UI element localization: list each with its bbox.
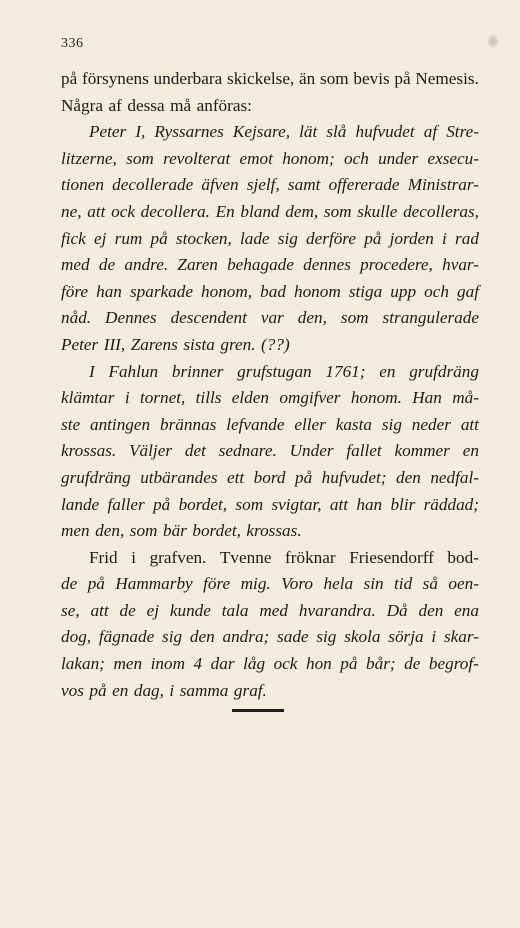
word: decollerade [112, 175, 194, 195]
text-line [61, 678, 479, 705]
word: Dennes [105, 308, 157, 328]
word: att [87, 201, 106, 221]
word: bland [240, 201, 280, 221]
word: (??) [261, 334, 290, 354]
word: stocken, [175, 228, 232, 248]
word: mig. [240, 574, 271, 594]
word: elden [231, 388, 270, 408]
word: kasta [335, 414, 372, 434]
word: bad [260, 281, 286, 301]
word: bod- [447, 547, 479, 567]
text-line [61, 598, 479, 625]
word: inom [150, 654, 185, 674]
word: före [203, 574, 231, 594]
word: försynens [81, 69, 149, 88]
word: Hammarby [115, 574, 193, 594]
text-line [61, 279, 479, 306]
word: jorden [389, 228, 434, 248]
paper-smudge [488, 34, 498, 48]
word: svigtar, [271, 494, 322, 514]
word: Ryssarnes [154, 122, 224, 142]
word: så [422, 574, 438, 594]
word: lät [299, 122, 318, 142]
word: Stre- [446, 122, 479, 142]
text-line [61, 93, 479, 120]
word: räddad; [423, 494, 479, 514]
word: som [340, 308, 369, 328]
word: krossas. [246, 521, 302, 541]
text-line [61, 66, 479, 93]
text-line [61, 571, 479, 598]
word: stiga [348, 281, 383, 301]
word: sparkade [129, 281, 193, 301]
word: den, [297, 308, 327, 328]
word: Zaren [177, 255, 218, 275]
text-line [61, 545, 479, 572]
word: dennes [303, 255, 351, 275]
word: bord [253, 467, 286, 487]
word: bevis [353, 69, 390, 88]
word: Han [412, 388, 442, 408]
word: kunde [169, 600, 211, 620]
word: den, [95, 521, 125, 541]
word: Under [289, 441, 334, 461]
word: de [404, 654, 421, 674]
word: decolleras, [403, 201, 479, 221]
word: honom. [350, 388, 402, 408]
word: i [131, 547, 136, 567]
word: I, [135, 122, 146, 142]
word: hela [323, 574, 354, 594]
word: nåd. [61, 308, 92, 328]
text-line [61, 226, 479, 253]
text-line [61, 438, 479, 465]
word: procedere, [360, 255, 433, 275]
word: honom; [282, 148, 335, 168]
word: Friesendorff [349, 547, 434, 567]
word: ock [111, 201, 135, 221]
word: men [113, 654, 143, 674]
text-line [61, 465, 479, 492]
word: att [329, 494, 349, 514]
word: fägnade [98, 627, 155, 647]
end-rule [232, 709, 284, 712]
word: hvarandra. [298, 600, 376, 620]
word: utbärandes [140, 467, 218, 487]
word: på [153, 494, 171, 514]
word: den [396, 467, 421, 487]
word: rad [455, 228, 479, 248]
word: låg [243, 654, 266, 674]
word: slå [326, 122, 347, 142]
word: offererade [328, 175, 400, 195]
word: honom, [201, 281, 253, 301]
word: strangulerade [382, 308, 479, 328]
word: 4 [193, 654, 203, 674]
word: exsecu- [427, 148, 479, 168]
word: dog, [61, 627, 92, 647]
word: i [169, 680, 175, 700]
word: anföras: [196, 95, 252, 115]
word: de [61, 574, 78, 594]
word: må [170, 95, 192, 115]
word: kommer [394, 441, 450, 461]
word: på [87, 574, 105, 594]
word: gaf [457, 281, 479, 301]
word: än [299, 69, 316, 88]
text-line [61, 252, 479, 279]
page-number: 336 [61, 36, 84, 51]
word: hvar- [442, 255, 479, 275]
word: derföre [306, 228, 356, 248]
word: Då [386, 600, 408, 620]
word: sednare. [218, 441, 277, 461]
word: före [61, 281, 89, 301]
text-line [61, 305, 479, 332]
word: sade [277, 627, 309, 647]
word: på [340, 654, 358, 674]
text-line [61, 385, 479, 412]
page-text [61, 66, 479, 704]
word: tornet, [139, 388, 186, 408]
word: på [61, 69, 78, 88]
word: samma [179, 680, 229, 700]
word: skulle [357, 201, 398, 221]
word: fick [61, 228, 86, 248]
word: Nemesis. [415, 69, 479, 88]
word: under [378, 148, 419, 168]
word: sjelf, [246, 175, 280, 195]
word: grufdräng [409, 361, 479, 381]
word: rum [114, 228, 143, 248]
text-line [61, 332, 479, 359]
word: ett [227, 467, 245, 487]
word: att [460, 414, 479, 434]
word: decollera. [140, 201, 210, 221]
word: andre. [124, 255, 169, 275]
word: i [431, 627, 437, 647]
word: på [394, 69, 411, 88]
word: III, [103, 334, 126, 354]
word: tala [221, 600, 249, 620]
word: på [294, 467, 313, 487]
word: som [320, 69, 349, 88]
word: Tvenne [219, 547, 272, 567]
word: hufvudet; [321, 467, 387, 487]
text-line [61, 492, 479, 519]
text-line [61, 146, 479, 173]
word: ste [61, 414, 81, 434]
word: af [108, 95, 122, 115]
word: i [442, 228, 447, 248]
word: Peter [89, 122, 127, 142]
word: vos [61, 680, 84, 700]
word: fallet [346, 441, 382, 461]
word: 1761; [325, 361, 366, 381]
word: i [124, 388, 130, 408]
word: upp [390, 281, 417, 301]
word: faller [107, 494, 145, 514]
word: hon [305, 654, 332, 674]
text-line [61, 359, 479, 386]
word: grufstugan [237, 361, 312, 381]
word: grafven. [149, 547, 207, 567]
text-line [61, 172, 479, 199]
word: han [96, 281, 122, 301]
word: var [260, 308, 284, 328]
word: bär [162, 521, 187, 541]
word: lande [61, 494, 100, 514]
word: bordet, [192, 521, 241, 541]
word: en [462, 441, 479, 461]
word: bår; [366, 654, 396, 674]
word: skola [344, 627, 381, 647]
word: den [418, 600, 444, 620]
word: En [215, 201, 235, 221]
word: blir [390, 494, 416, 514]
word: han [356, 494, 383, 514]
word: som [323, 201, 352, 221]
word: sörja [388, 627, 424, 647]
word: Zarens [130, 334, 178, 354]
word: och [424, 281, 449, 301]
word: graf. [233, 680, 267, 700]
word: sig [277, 228, 298, 248]
word: tionen [61, 175, 104, 195]
word: att [90, 600, 109, 620]
word: Kejsare, [232, 122, 291, 142]
word: dar [210, 654, 235, 674]
word: lade [239, 228, 270, 248]
word: Frid [89, 547, 118, 567]
word: på [150, 228, 168, 248]
word: ne, [61, 201, 82, 221]
word: med [61, 255, 90, 275]
word: samt [287, 175, 321, 195]
word: tid [394, 574, 413, 594]
word: bordet, [178, 494, 228, 514]
word: men [61, 521, 90, 541]
word: dag, [133, 680, 164, 700]
word: skickelse, [227, 69, 295, 88]
word: Fahlun [108, 361, 159, 381]
word: de [98, 255, 116, 275]
word: antingen [89, 414, 151, 434]
text-line [61, 119, 479, 146]
word: på [89, 680, 107, 700]
word: med [259, 600, 289, 620]
text-line [61, 518, 479, 545]
word: revolterat [163, 148, 231, 168]
word: de [119, 600, 136, 620]
word: litzerne, [61, 148, 117, 168]
word: Peter [61, 334, 99, 354]
word: det [184, 441, 206, 461]
word: tills [195, 388, 222, 408]
word: neder [411, 414, 451, 434]
text-line [61, 624, 479, 651]
word: ock [273, 654, 298, 674]
word: I [89, 361, 95, 381]
word: brännas [160, 414, 217, 434]
word: eller [294, 414, 326, 434]
word: dessa [127, 95, 165, 115]
word: ej [146, 600, 159, 620]
word: Voro [281, 574, 314, 594]
text-line [61, 412, 479, 439]
word: brinner [171, 361, 224, 381]
word: begrof- [428, 654, 479, 674]
word: fröknar [285, 547, 336, 567]
word: oen- [448, 574, 479, 594]
word: behagade [227, 255, 294, 275]
word: underbara [153, 69, 223, 88]
word: på [364, 228, 382, 248]
word: som [235, 494, 264, 514]
word: lakan; [61, 654, 105, 674]
word: af [423, 122, 438, 142]
word: honom [293, 281, 341, 301]
word: en [112, 680, 129, 700]
word: hufvudet [355, 122, 415, 142]
word: descendent [170, 308, 247, 328]
word: som [126, 148, 154, 168]
text-line [61, 651, 479, 678]
word: se, [61, 600, 80, 620]
word: ena [454, 600, 479, 620]
word: sista [183, 334, 215, 354]
word: nedfal- [430, 467, 479, 487]
word: må- [452, 388, 479, 408]
word: emot [239, 148, 273, 168]
word: äfven [201, 175, 239, 195]
word: omgifver [279, 388, 341, 408]
word: Ministrar- [407, 175, 479, 195]
word: krossas. [61, 441, 117, 461]
word: den [189, 627, 215, 647]
word: sig [316, 627, 337, 647]
word: skar- [443, 627, 479, 647]
word: andra; [222, 627, 270, 647]
word: ej [94, 228, 107, 248]
word: sin [363, 574, 384, 594]
word: och [343, 148, 369, 168]
word: Väljer [129, 441, 173, 461]
word: klämtar [61, 388, 115, 408]
text-line [61, 199, 479, 226]
word: som [129, 521, 158, 541]
word: grufdräng [61, 467, 131, 487]
word: sig [381, 414, 402, 434]
word: lefvande [226, 414, 285, 434]
word: gren. [220, 334, 256, 354]
word: Några [61, 95, 103, 115]
word: sig [162, 627, 183, 647]
word: en [379, 361, 396, 381]
word: dem, [285, 201, 319, 221]
